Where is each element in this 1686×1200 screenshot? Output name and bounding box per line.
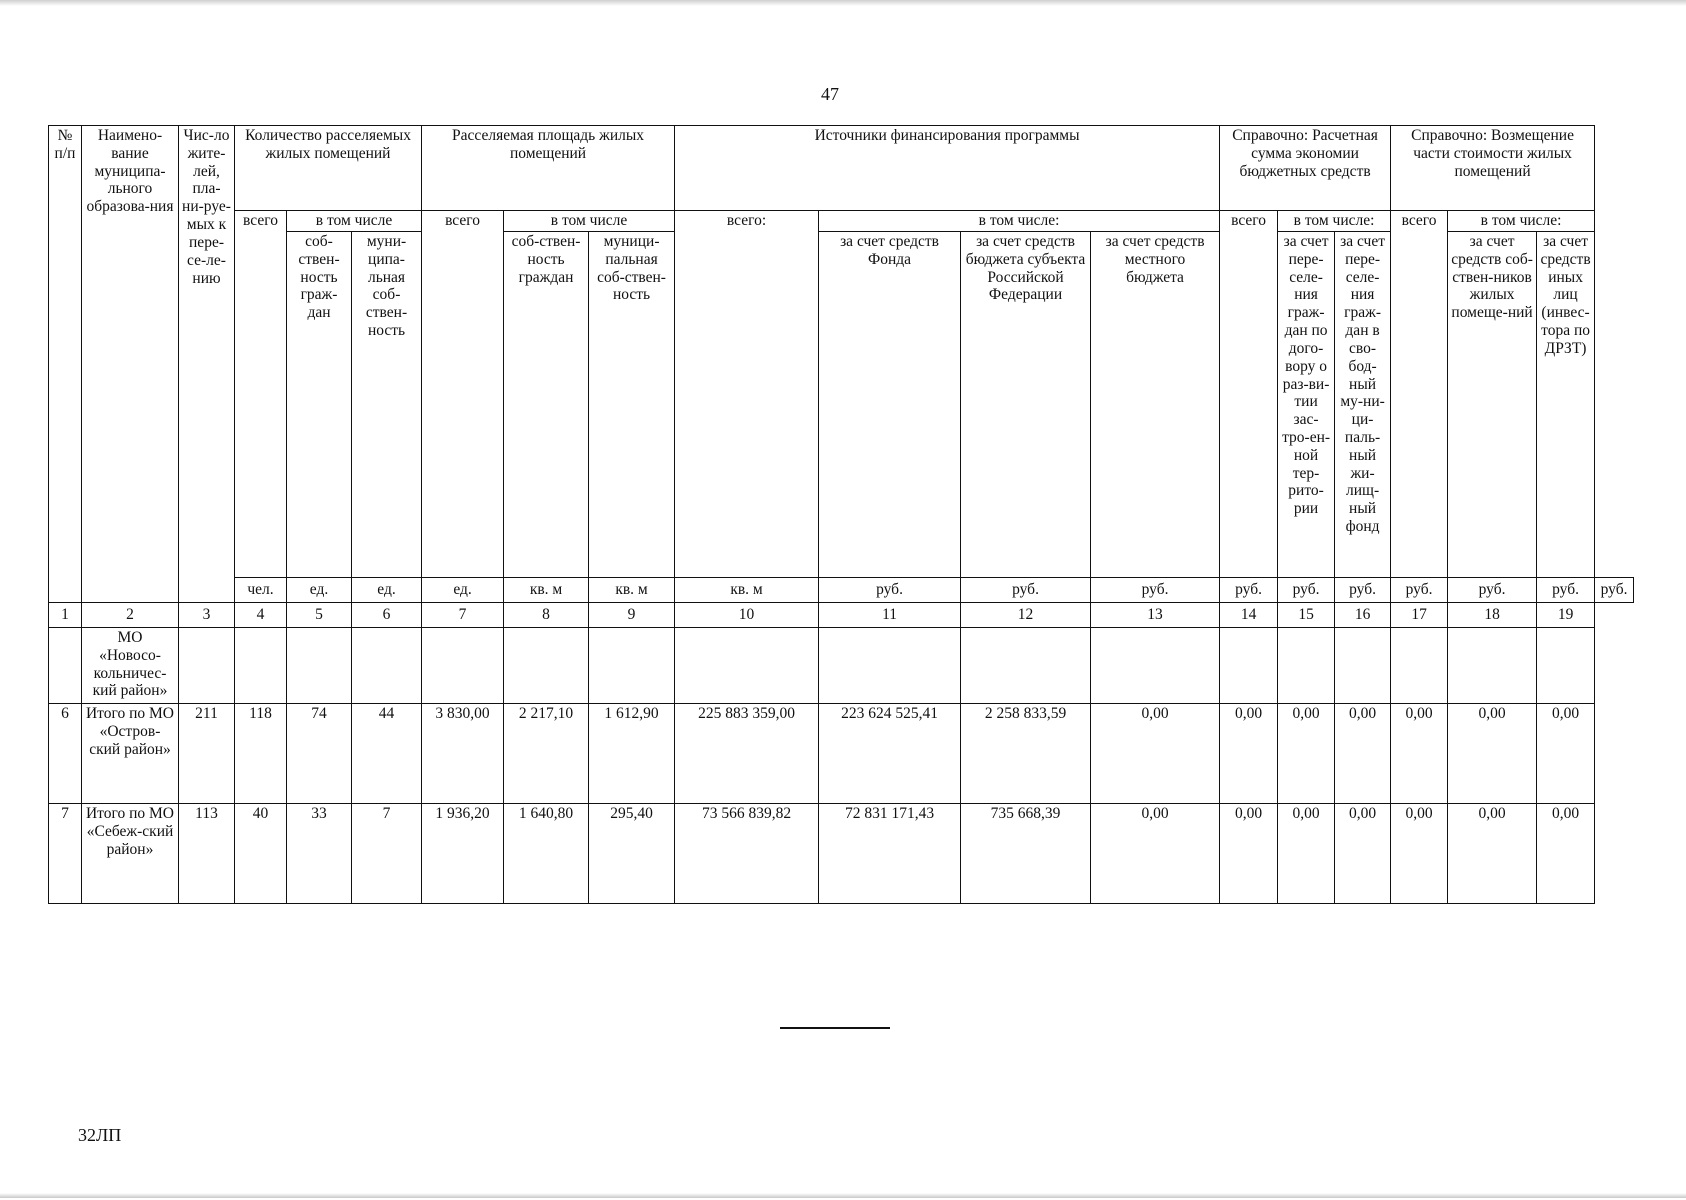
unit-cell: руб. xyxy=(1448,578,1537,603)
table-row-novosokolniki xyxy=(49,628,1634,704)
units-row xyxy=(49,578,1634,603)
row-area-total: 1 936,20 xyxy=(422,804,504,904)
unit-cell: руб. xyxy=(1220,578,1278,603)
col-index-cell: 9 xyxy=(589,603,675,628)
col-index-cell: 11 xyxy=(819,603,961,628)
header-area-total: всего xyxy=(422,211,504,578)
header-own-citizens-area: соб-ствен-ность граждан xyxy=(504,232,589,578)
col-index-cell: 3 xyxy=(179,603,235,628)
row-comp-total: 0,00 xyxy=(1391,704,1448,804)
col-index-cell: 8 xyxy=(504,603,589,628)
header-owners-funds: за счет средств соб-ствен-ников жилых помеще-ний xyxy=(1448,232,1537,578)
row-finance-fund: 223 624 525,41 xyxy=(819,704,961,804)
header-row-groups xyxy=(49,126,1634,211)
header-local-budget: за счет средств местного бюджета xyxy=(1091,232,1220,578)
row-cell xyxy=(1335,628,1391,704)
unit-cell: ед. xyxy=(287,578,352,603)
scan-edge-top xyxy=(0,0,1686,6)
row-area-total: 3 830,00 xyxy=(422,704,504,804)
unit-cell: руб. xyxy=(1091,578,1220,603)
col-index-cell: 4 xyxy=(235,603,287,628)
row-savings-contract: 0,00 xyxy=(1278,704,1335,804)
row-cell xyxy=(1091,628,1220,704)
row-cell xyxy=(1537,628,1595,704)
col-index-cell: 14 xyxy=(1220,603,1278,628)
header-savings-group: Справочно: Расчетная сумма экономии бюджетных средств xyxy=(1220,126,1391,211)
col-index-cell: 7 xyxy=(422,603,504,628)
row-finance-local: 0,00 xyxy=(1091,704,1220,804)
row-cell xyxy=(961,628,1091,704)
header-comp-incl: в том числе: xyxy=(1448,211,1595,232)
row-savings-total: 0,00 xyxy=(1220,804,1278,904)
unit-cell: кв. м xyxy=(589,578,675,603)
footer-divider xyxy=(780,1027,890,1029)
row-rooms-total: 40 xyxy=(235,804,287,904)
row-cell xyxy=(589,628,675,704)
header-region-budget: за счет средств бюджета субъекта Российской Федерации xyxy=(961,232,1091,578)
row-cell xyxy=(1448,628,1537,704)
row-finance-local: 0,00 xyxy=(1091,804,1220,904)
row-finance-region: 2 258 833,59 xyxy=(961,704,1091,804)
col-index-cell: 15 xyxy=(1278,603,1335,628)
unit-cell: руб. xyxy=(819,578,961,603)
row-cell xyxy=(819,628,961,704)
header-rooms-total: всего xyxy=(235,211,287,578)
row-no: 7 xyxy=(49,804,82,904)
header-rooms-incl: в том числе xyxy=(287,211,422,232)
row-no: 6 xyxy=(49,704,82,804)
document-code: 32ЛП xyxy=(78,1125,122,1145)
row-cell xyxy=(352,628,422,704)
resettlement-table xyxy=(48,125,1634,904)
column-index-row xyxy=(49,603,1634,628)
scan-edge-bottom xyxy=(0,1193,1686,1198)
row-cell xyxy=(504,628,589,704)
header-savings-total: всего xyxy=(1220,211,1278,578)
unit-cell: руб. xyxy=(1537,578,1595,603)
row-cell xyxy=(235,628,287,704)
header-row-subgroups xyxy=(49,211,1634,232)
header-municipal-area: муници-пальная соб-ствен-ность xyxy=(589,232,675,578)
row-residents: 211 xyxy=(179,704,235,804)
row-finance-total: 73 566 839,82 xyxy=(675,804,819,904)
header-no: № п/п xyxy=(49,126,82,603)
row-finance-region: 735 668,39 xyxy=(961,804,1091,904)
header-name: Наимено-вание муниципа-льного образова-ния xyxy=(82,126,179,603)
unit-cell: чел. xyxy=(235,578,287,603)
row-no xyxy=(49,628,82,704)
row-savings-free: 0,00 xyxy=(1335,804,1391,904)
row-comp-other: 0,00 xyxy=(1537,804,1595,904)
row-name: МО «Новосо-кольничес-кий район» xyxy=(82,628,179,704)
unit-cell: руб. xyxy=(1278,578,1335,603)
header-own-citizens-rooms: соб-ствен-ность граж-дан xyxy=(287,232,352,578)
table-row-sebezh xyxy=(49,804,1634,904)
header-municipal-rooms: муни-ципа-льная соб-ствен-ность xyxy=(352,232,422,578)
header-area-group: Расселяемая площадь жилых помещений xyxy=(422,126,675,211)
row-rooms-municipal: 44 xyxy=(352,704,422,804)
row-savings-total: 0,00 xyxy=(1220,704,1278,804)
row-rooms-own: 33 xyxy=(287,804,352,904)
header-comp-total: всего xyxy=(1391,211,1448,578)
row-cell xyxy=(422,628,504,704)
row-area-own: 2 217,10 xyxy=(504,704,589,804)
header-rooms-group: Количество расселяемых жилых помещений xyxy=(235,126,422,211)
row-name: Итого по МО «Остров-ский район» xyxy=(82,704,179,804)
row-area-own: 1 640,80 xyxy=(504,804,589,904)
unit-cell: кв. м xyxy=(675,578,819,603)
header-residents: Чис-ло жите-лей, пла-ни-руе-мых к пере-се-ле-нию xyxy=(179,126,235,603)
col-index-cell: 5 xyxy=(287,603,352,628)
header-finance-total: всего: xyxy=(675,211,819,578)
col-index-cell: 17 xyxy=(1391,603,1448,628)
unit-cell: руб. xyxy=(1391,578,1448,603)
row-cell xyxy=(179,628,235,704)
header-finance-incl: в том числе: xyxy=(819,211,1220,232)
header-savings-incl: в том числе: xyxy=(1278,211,1391,232)
row-residents: 113 xyxy=(179,804,235,904)
col-index-cell: 10 xyxy=(675,603,819,628)
unit-cell: ед. xyxy=(422,578,504,603)
col-index-cell: 18 xyxy=(1448,603,1537,628)
row-cell xyxy=(1278,628,1335,704)
row-rooms-total: 118 xyxy=(235,704,287,804)
col-index-cell: 6 xyxy=(352,603,422,628)
unit-cell: ед. xyxy=(352,578,422,603)
col-index-cell: 2 xyxy=(82,603,179,628)
row-name: Итого по МО «Себеж-ский район» xyxy=(82,804,179,904)
col-index-cell: 16 xyxy=(1335,603,1391,628)
row-finance-total: 225 883 359,00 xyxy=(675,704,819,804)
row-area-municipal: 1 612,90 xyxy=(589,704,675,804)
col-index-cell: 12 xyxy=(961,603,1091,628)
table-row-ostrov xyxy=(49,704,1634,804)
unit-cell: руб. xyxy=(1595,578,1634,603)
row-rooms-municipal: 7 xyxy=(352,804,422,904)
header-resettle-free: за счет пере-селе-ния граж-дан в сво-бод-ный му-ни-ци-паль-ный жи-лищ-ный фонд xyxy=(1335,232,1391,578)
row-comp-other: 0,00 xyxy=(1537,704,1595,804)
unit-cell: руб. xyxy=(961,578,1091,603)
row-cell xyxy=(675,628,819,704)
row-finance-fund: 72 831 171,43 xyxy=(819,804,961,904)
row-savings-contract: 0,00 xyxy=(1278,804,1335,904)
row-comp-owners: 0,00 xyxy=(1448,804,1537,904)
header-compensation-group: Справочно: Возмещение части стоимости жилых помещений xyxy=(1391,126,1595,211)
row-comp-total: 0,00 xyxy=(1391,804,1448,904)
col-index-cell: 1 xyxy=(49,603,82,628)
row-rooms-own: 74 xyxy=(287,704,352,804)
header-resettle-contract: за счет пере-селе-ния граж-дан по дого-вору о раз-ви-тии зас-тро-ен-ной тер-рито-рии xyxy=(1278,232,1335,578)
header-fund: за счет средств Фонда xyxy=(819,232,961,578)
row-area-municipal: 295,40 xyxy=(589,804,675,904)
unit-cell: кв. м xyxy=(504,578,589,603)
header-finance-group: Источники финансирования программы xyxy=(675,126,1220,211)
header-area-incl: в том числе xyxy=(504,211,675,232)
page-number: 47 xyxy=(821,84,839,104)
row-comp-owners: 0,00 xyxy=(1448,704,1537,804)
header-other-funds: за счет средств иных лиц (инвес-тора по ДРЗТ) xyxy=(1537,232,1595,578)
col-index-cell: 13 xyxy=(1091,603,1220,628)
row-savings-free: 0,00 xyxy=(1335,704,1391,804)
col-index-cell: 19 xyxy=(1537,603,1595,628)
row-cell xyxy=(1220,628,1278,704)
row-cell xyxy=(287,628,352,704)
unit-cell: руб. xyxy=(1335,578,1391,603)
row-cell xyxy=(1391,628,1448,704)
